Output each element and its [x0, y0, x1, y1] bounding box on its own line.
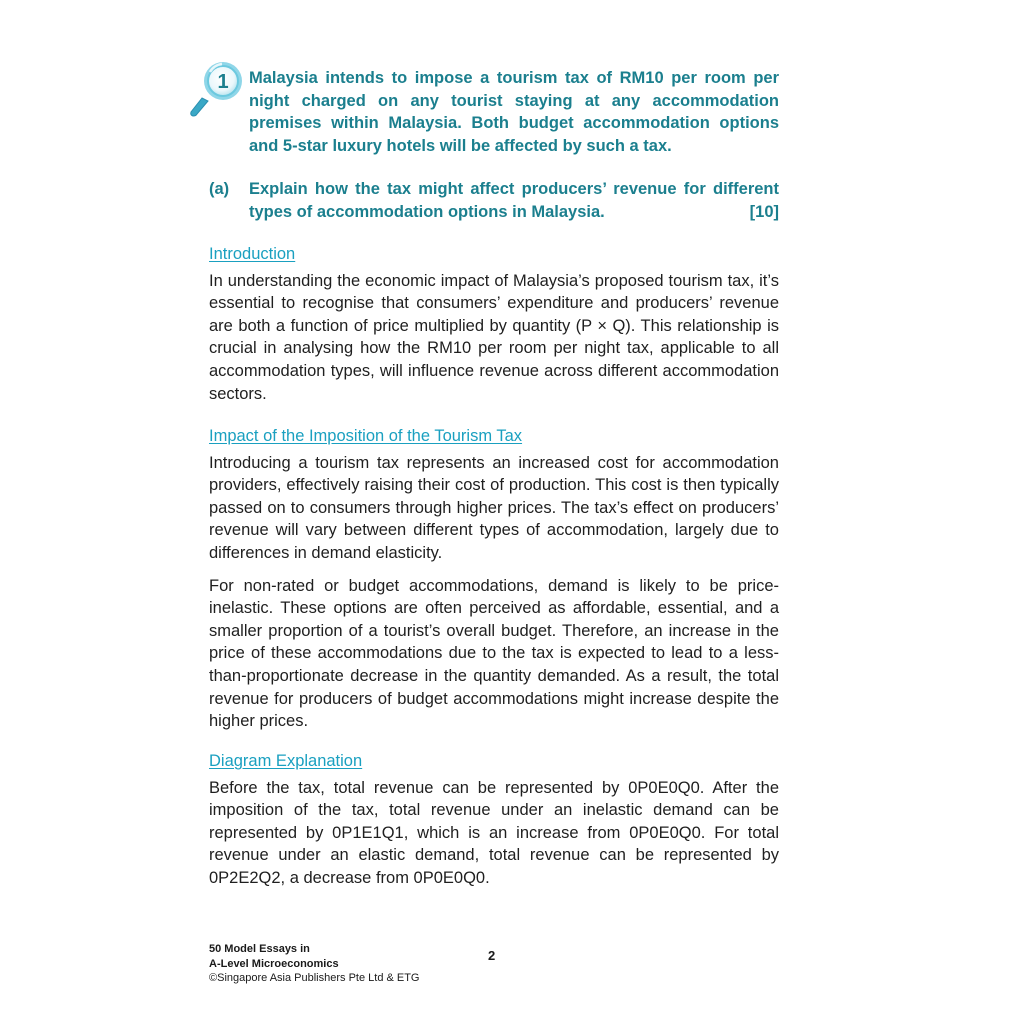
- magnifying-glass-icon: [188, 60, 244, 120]
- question-stem: [249, 67, 779, 157]
- introduction-heading: Introduction: [209, 245, 296, 263]
- impact-heading: Impact of the Imposition of the Tourism Tax: [209, 427, 523, 445]
- diagram-section: [209, 750, 779, 890]
- footer-book-info: [209, 942, 420, 986]
- sub-question-text: Explain how the tax might affect producers’ revenue for different types of accommodation options in Malaysia.: [249, 180, 779, 221]
- sub-question-body: [249, 178, 779, 223]
- diagram-paragraph: Before the tax, total revenue can be represented by 0P0E0Q0. After the imposition of the tax, total revenue under an inelastic demand can be represented by 0P1E1Q1, which is an increase from 0P0E0Q0. For total revenue under an elastic demand, total revenue can be represented by 0P2E2Q2, a decrease from 0P0E0Q0.: [209, 778, 779, 887]
- footer-book-line-1: 50 Model Essays in: [209, 943, 310, 955]
- impact-section: [209, 425, 779, 733]
- question-stem-text: Malaysia intends to impose a tourism tax of RM10 per room per night charged on any tourist staying at any accommodation premises within Malaysia. Both budget accommodation options and 5-star luxury hotels will be affected by such a tax.: [249, 69, 779, 155]
- impact-paragraph-2: For non-rated or budget accommodations, demand is likely to be price-inelastic. These options are often perceived as affordable, essential, and a smaller proportion of a tourist’s overall budget. Therefore, an increase in the price of these accommodations due to the tax is expected to lead to a less-than-proportionate decrease in the quantity demanded. As a result, the total revenue for producers of budget accommodations might increase despite the higher prices.: [209, 576, 779, 731]
- question-number: 1: [217, 71, 229, 93]
- impact-paragraph-1: Introducing a tourism tax represents an increased cost for accommodation providers, effectively raising their cost of production. This cost is then typically passed on to consumers through higher prices. The tax’s effect on producers’ revenue will vary between different types of accommodation, largely due to differences in demand elasticity.: [209, 453, 779, 562]
- introduction-section: [209, 243, 779, 405]
- footer-copyright: ©Singapore Asia Publishers Pte Ltd & ETG: [209, 972, 420, 984]
- introduction-paragraph: In understanding the economic impact of Malaysia’s proposed tourism tax, it’s essential to recognise that consumers’ expenditure and producers’ revenue are both a function of price multiplied by quantity (P × Q). This relationship is crucial in analysing how the RM10 per room per night tax, applicable to all accommodation types, will influence revenue across different accommodation sectors.: [209, 271, 779, 403]
- marks-allocation: [10]: [749, 202, 779, 221]
- diagram-heading: Diagram Explanation: [209, 752, 363, 770]
- footer-book-line-2: A-Level Microeconomics: [209, 957, 339, 970]
- sub-question: [209, 178, 779, 223]
- sub-question-label: (a): [209, 180, 230, 198]
- page-number: 2: [488, 948, 496, 963]
